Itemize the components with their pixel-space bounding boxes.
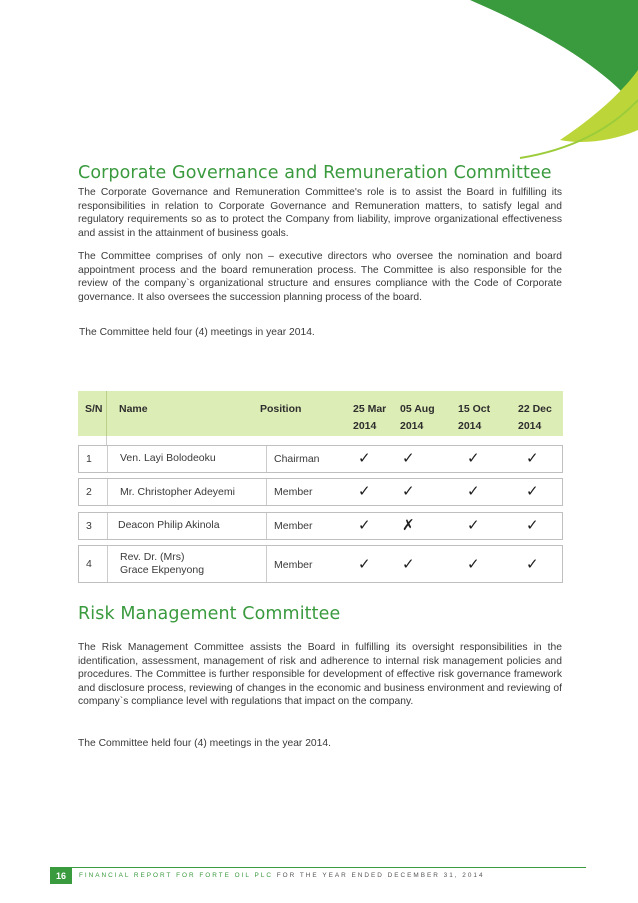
attendance-mark: ✓ bbox=[358, 482, 371, 500]
footer-caption bbox=[79, 872, 485, 879]
attendance-mark: ✓ bbox=[402, 449, 415, 467]
governance-title: Corporate Governance and Remuneration Committee bbox=[78, 163, 552, 183]
header-swoosh-graphic bbox=[0, 0, 638, 160]
row-divider bbox=[266, 513, 267, 539]
attendance-table-header bbox=[78, 391, 563, 436]
attendance-mark: ✓ bbox=[526, 555, 539, 573]
attendance-mark: ✓ bbox=[467, 516, 480, 534]
table-row bbox=[78, 512, 563, 540]
attendance-mark: ✓ bbox=[526, 482, 539, 500]
header-date-3-day: 15 Oct bbox=[458, 403, 491, 415]
page-number: 16 bbox=[50, 868, 72, 884]
row-divider bbox=[266, 546, 267, 582]
row-divider bbox=[266, 479, 267, 505]
attendance-mark: ✓ bbox=[402, 482, 415, 500]
row-divider bbox=[107, 479, 108, 505]
row-name: Mr. Christopher Adeyemi bbox=[120, 486, 235, 498]
row-name-line-2: Grace Ekpenyong bbox=[120, 564, 205, 576]
row-name: Deacon Philip Akinola bbox=[118, 519, 220, 531]
header-date-4 bbox=[518, 401, 552, 435]
attendance-mark: ✓ bbox=[358, 555, 371, 573]
absence-mark: ✗ bbox=[402, 516, 415, 534]
header-date-4-year: 2014 bbox=[518, 420, 542, 432]
attendance-mark: ✓ bbox=[402, 555, 415, 573]
row-divider bbox=[107, 446, 108, 472]
risk-para-1: The Risk Management Committee assists the Board in fulfilling its oversight responsibilities in the identification, assessment, management of risk and adherence to internal risk management policies and procedures. The Committee is further responsible for development of effective risk governance framework and disclosure process, reviewing of changes in the economic and business environment and reviewing of company`s compliance level with regulations that impact on the company. bbox=[78, 642, 562, 708]
row-position: Member bbox=[274, 486, 313, 498]
row-divider bbox=[107, 513, 108, 539]
attendance-mark: ✓ bbox=[467, 449, 480, 467]
row-divider bbox=[107, 546, 108, 582]
header-date-2-day: 05 Aug bbox=[400, 403, 435, 415]
row-position: Member bbox=[274, 520, 313, 532]
row-name-line-1: Rev. Dr. (Mrs) bbox=[120, 551, 185, 563]
row-divider bbox=[266, 446, 267, 472]
attendance-mark: ✓ bbox=[467, 482, 480, 500]
row-sn: 1 bbox=[86, 453, 92, 465]
header-date-2 bbox=[400, 401, 435, 435]
swoosh-dark-green bbox=[470, 0, 638, 110]
row-sn: 3 bbox=[86, 520, 92, 532]
governance-para-2: The Committee comprises of only non – executive directors who oversee the nomination and board appointment process and the board remuneration process. The Committee is also responsible for the review of the company`s organizational structure and ensures compliance with the Code of Corporate governance. It also oversees the succession planning process of the board. bbox=[78, 251, 562, 303]
table-row bbox=[78, 478, 563, 506]
header-date-4-day: 22 Dec bbox=[518, 403, 552, 415]
row-name: Ven. Layi Bolodeoku bbox=[120, 452, 216, 464]
governance-meetings-note: The Committee held four (4) meetings in year 2014. bbox=[79, 327, 315, 338]
footer-brand: FINANCIAL REPORT FOR FORTE OIL PLC bbox=[79, 872, 273, 879]
table-row bbox=[78, 445, 563, 473]
row-sn: 2 bbox=[86, 486, 92, 498]
row-name bbox=[120, 551, 204, 577]
risk-title: Risk Management Committee bbox=[78, 604, 341, 624]
header-divider bbox=[106, 391, 107, 436]
table-row bbox=[78, 545, 563, 583]
risk-meetings-note: The Committee held four (4) meetings in the year 2014. bbox=[78, 738, 331, 749]
header-date-1-day: 25 Mar bbox=[353, 403, 387, 415]
footer-rule bbox=[50, 867, 586, 868]
attendance-mark: ✓ bbox=[358, 516, 371, 534]
row-position: Member bbox=[274, 559, 313, 571]
attendance-mark: ✓ bbox=[467, 555, 480, 573]
governance-para-1: The Corporate Governance and Remuneration Committee's role is to assist the Board in fulfilling its responsibilities in relation to Corporate Governance and Remuneration matters, to satisfy legal and regulatory requirements so as to protect the Company from liability, improve organizational effectiveness and assist in the attainment of business goals. bbox=[78, 187, 562, 239]
row-sn: 4 bbox=[86, 558, 92, 570]
attendance-mark: ✓ bbox=[526, 449, 539, 467]
row-position: Chairman bbox=[274, 453, 320, 465]
footer-rest: FOR THE YEAR ENDED DECEMBER 31, 2014 bbox=[272, 872, 485, 879]
attendance-mark: ✓ bbox=[358, 449, 371, 467]
header-position: Position bbox=[260, 403, 302, 415]
header-date-1 bbox=[353, 401, 386, 435]
header-date-3 bbox=[458, 401, 490, 435]
header-name: Name bbox=[119, 403, 148, 415]
header-date-3-year: 2014 bbox=[458, 420, 482, 432]
attendance-mark: ✓ bbox=[526, 516, 539, 534]
header-date-1-year: 2014 bbox=[353, 420, 377, 432]
header-date-2-year: 2014 bbox=[400, 420, 424, 432]
header-sn: S/N bbox=[85, 403, 103, 415]
